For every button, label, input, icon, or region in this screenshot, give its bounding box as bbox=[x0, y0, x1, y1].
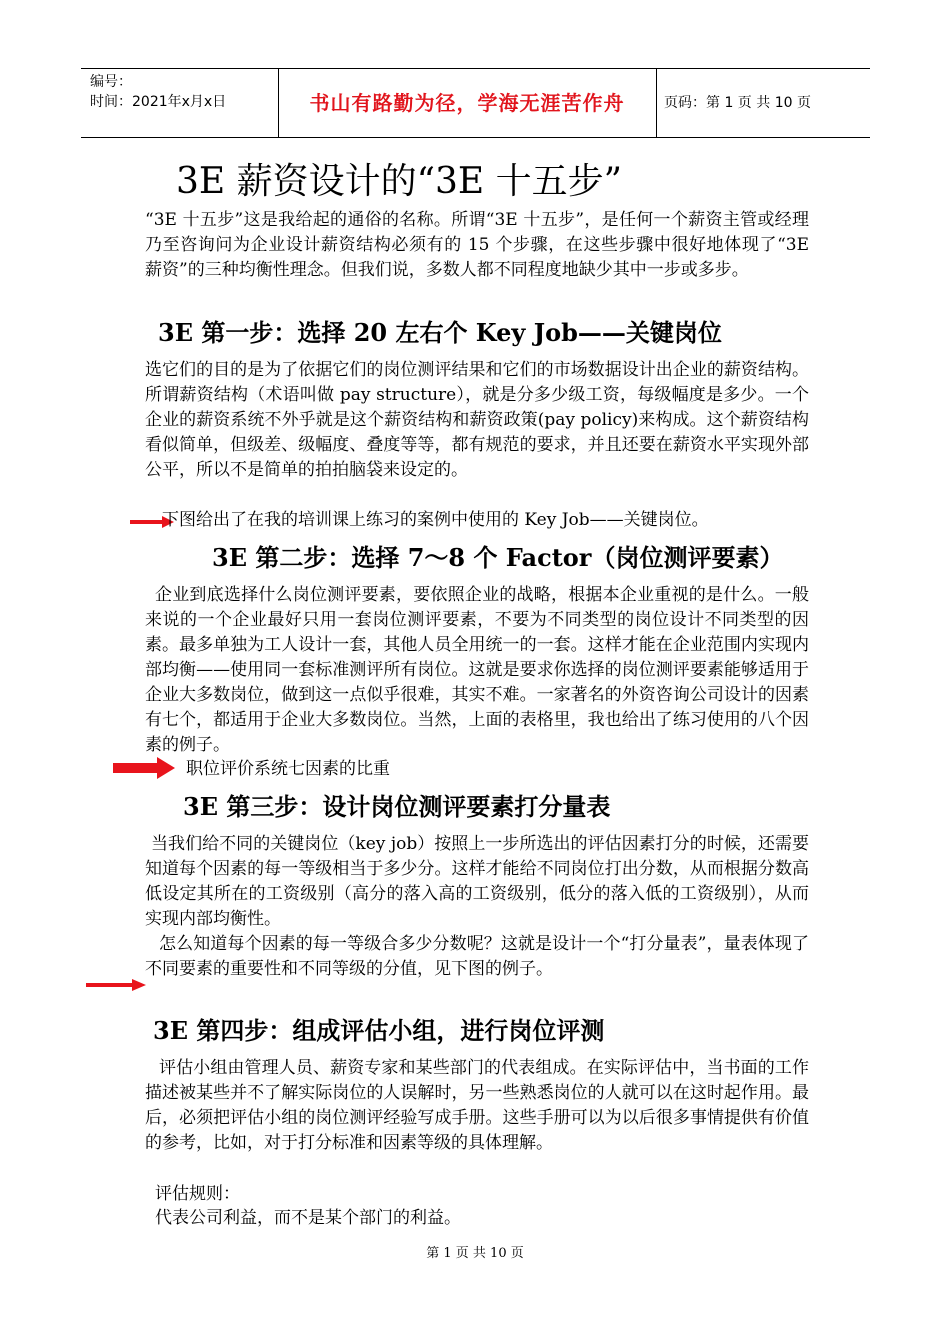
step2-paragraph: 企业到底选择什么岗位测评要素，要依照企业的战略，根据本企业重视的是什么。一般来说的一个企业最好只用一套岗位测评要素，不要为不同类型的岗位设计不同类型的因素。最多单独为工人设计一套，其他人员全用统一的一套。这样才能在企业范围内实现内部均衡——使用同一套标准测评所有岗位。这就是要求你选择的岗位测评要素能够适用于企业大多数岗位，做到这一点似乎很难，其实不难。一家著名的外资咨询公司设计的因素有七个，都适用于企业大多数岗位。当然，上面的表格里，我也给出了练习使用的八个因素的例子。 bbox=[145, 585, 809, 755]
header-motto: 书山有路勤为径，学海无涯苦作舟 bbox=[309, 91, 625, 115]
document-title: 3E 薪资设计的“3E 十五步” bbox=[176, 161, 623, 202]
step1-paragraph: 选它们的目的是为了依据它们的岗位测评结果和它们的市场数据设计出企业的薪资结构。所谓薪资结构（术语叫做 pay structure），就是分多少级工资，每级幅度是多少。一个企业的薪资系统不外乎就是这个薪资结构和薪资政策(pay policy)来构成。这个薪资结构看似简单，但级差、级幅度、叠度等等，都有规范的要求，并且还要在薪资水平实现外部公平，所以不是简单的拍拍脑袋来设定的。 bbox=[145, 360, 809, 480]
document-number-label: 编号： bbox=[90, 74, 132, 90]
red-arrow-icon bbox=[86, 978, 146, 992]
page-footer: 第 1 页 共 10 页 bbox=[426, 1246, 524, 1261]
rules-label: 评估规则： bbox=[155, 1184, 240, 1204]
header-page-info: 页码：第 1 页 共 10 页 bbox=[664, 95, 811, 111]
step4-paragraph: 评估小组由管理人员、薪资专家和某些部门的代表组成。在实际评估中，当书面的工作描述被某些并不了解实际岗位的人误解时，另一些熟悉岗位的人就可以在这时起作用。最后，必须把评估小组的岗位测评经验写成手册。这些手册可以为以后很多事情提供有价值的参考，比如，对于打分标准和因素等级的具体理解。 bbox=[145, 1058, 809, 1153]
step3-paragraph-2: 怎么知道每个因素的每一等级合多少分数呢？这就是设计一个“打分量表”，量表体现了不同要素的重要性和不同等级的分值，见下图的例子。 bbox=[145, 934, 809, 979]
step2-note: 职位评价系统七因素的比重 bbox=[186, 759, 390, 779]
intro-paragraph: “3E 十五步”这是我给起的通俗的名称。所谓“3E 十五步”，是任何一个薪资主管或经理乃至咨询问为企业设计薪资结构必须有的 15 个步骤，在这些步骤中很好地体现了“3E 薪资”的三种均衡性理念。但我们说，多数人都不同程度地缺少其中一步或多步。 bbox=[145, 210, 809, 280]
step2-heading: 3E 第二步：选择 7～8 个 Factor（岗位测评要素） bbox=[212, 543, 784, 572]
page-header bbox=[81, 68, 870, 138]
document-time-label: 时间：2021年x月x日 bbox=[90, 94, 227, 110]
step1-heading: 3E 第一步：选择 20 左右个 Key Job——关键岗位 bbox=[158, 318, 722, 347]
step4-heading: 3E 第四步：组成评估小组，进行岗位评测 bbox=[153, 1016, 605, 1045]
step1-note: 下图给出了在我的培训课上练习的案例中使用的 Key Job——关键岗位。 bbox=[162, 510, 709, 530]
header-divider bbox=[656, 69, 657, 137]
rule-item: 代表公司利益，而不是某个部门的利益。 bbox=[155, 1208, 461, 1228]
red-arrow-icon bbox=[113, 757, 175, 779]
step3-heading: 3E 第三步：设计岗位测评要素打分量表 bbox=[183, 792, 611, 821]
step3-paragraph: 当我们给不同的关键岗位（key job）按照上一步所选出的评估因素打分的时候，还需要知道每个因素的每一等级相当于多少分。这样才能给不同岗位打出分数，从而根据分数高低设定其所在的工资级别（高分的落入高的工资级别，低分的落入低的工资级别），从而实现内部均衡性。 bbox=[145, 834, 809, 929]
header-meta bbox=[90, 72, 290, 112]
